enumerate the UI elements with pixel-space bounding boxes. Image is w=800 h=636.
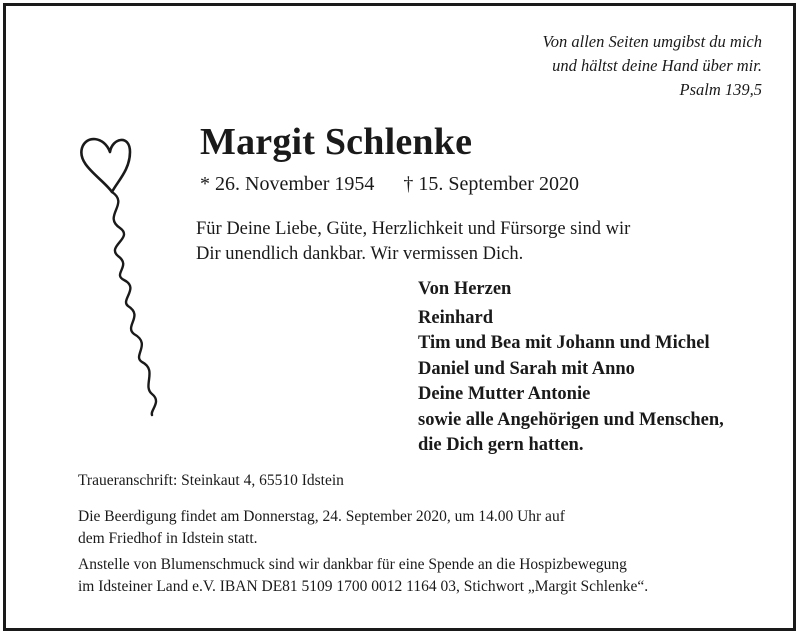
family-member: die Dich gern hatten. [418, 435, 584, 455]
mourning-address: Traueranschrift: Steinkaut 4, 65510 Idstein [78, 472, 344, 489]
psalm-line-1: Von allen Seiten umgibst du mich [542, 32, 762, 51]
thanks-text [196, 217, 676, 267]
donation-line-1: Anstelle von Blumenschmuck sind wir dankbar für eine Spende an die Hospizbewegung [78, 556, 627, 573]
funeral-line-2: dem Friedhof in Idstein statt. [78, 530, 258, 547]
psalm-line-2: und hältst deine Hand über mir. [552, 56, 762, 75]
life-dates [200, 173, 579, 196]
donation-info [78, 554, 648, 598]
family-member: Daniel und Sarah mit Anno [418, 358, 635, 379]
family-member: Tim und Bea mit Johann und Michel [418, 333, 710, 353]
thanks-line-1: Für Deine Liebe, Güte, Herzlichkeit und Fürsorge sind wir [196, 219, 631, 239]
thanks-line-2: Dir unendlich dankbar. Wir vermissen Dich. [196, 244, 524, 264]
psalm-quote [542, 30, 762, 102]
psalm-source: Psalm 139,5 [679, 80, 762, 99]
funeral-line-1: Die Beerdigung findet am Donnerstag, 24. September 2020, um 14.00 Uhr auf [78, 508, 565, 525]
birth-date: * 26. November 1954 [200, 173, 375, 195]
family-member: Deine Mutter Antonie [418, 384, 591, 404]
family-member: Reinhard [418, 307, 494, 328]
heart-vine-icon [72, 130, 172, 430]
family-signature [418, 277, 724, 459]
death-date: † 15. September 2020 [403, 173, 579, 195]
greeting: Von Herzen [418, 279, 512, 299]
funeral-info [78, 506, 565, 550]
donation-line-2: im Idsteiner Land e.V. IBAN DE81 5109 1700 0012 1164 03, Stichwort „Margit Schlenke“. [78, 578, 649, 595]
family-member: sowie alle Angehörigen und Menschen, [418, 409, 724, 430]
deceased-name: Margit Schlenke [200, 121, 473, 163]
